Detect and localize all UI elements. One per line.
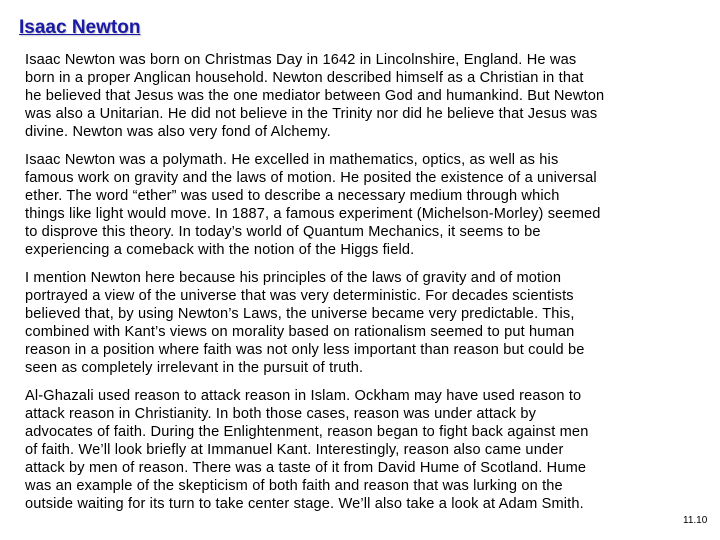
text-line: was also a Unitarian. He did not believe in the Trinity nor did he believe that Jesus was [25, 106, 598, 122]
paragraph-newton-biography [25, 51, 693, 141]
text-line: outside waiting for its turn to take center stage. We’ll also take a look at Adam Smith. [25, 496, 584, 512]
text-line: attack by men of reason. There was a taste of it from David Hume of Scotland. Hume [25, 460, 587, 476]
text-line: believed that, by using Newton’s Laws, the universe became very predictable. This, [25, 306, 575, 322]
text-line: Isaac Newton was a polymath. He excelled in mathematics, optics, as well as his [25, 152, 559, 168]
paragraph-newton-polymath [25, 151, 693, 259]
paragraph-determinism [25, 269, 693, 377]
text-line: I mention Newton here because his principles of the laws of gravity and of motion [25, 270, 562, 286]
text-line: born in a proper Anglican household. Newton described himself as a Christian in that [25, 70, 584, 86]
text-line: ether. The word “ether” was used to describe a necessary medium through which [25, 188, 560, 204]
text-line: advocates of faith. During the Enlightenment, reason began to fight back against men [25, 424, 589, 440]
paragraph-reason-and-faith [25, 387, 693, 513]
slide-number: 11.10 [683, 515, 708, 526]
text-line: attack reason in Christianity. In both those cases, reason was under attack by [25, 406, 537, 422]
text-line: portrayed a view of the universe that was very deterministic. For decades scientists [25, 288, 574, 304]
text-line: seen as completely irrelevant in the pursuit of truth. [25, 360, 364, 376]
text-line: he believed that Jesus was the one mediator between God and humankind. But Newton [25, 88, 605, 104]
text-line: experiencing a comeback with the notion of the Higgs field. [25, 242, 415, 258]
slide-title: Isaac Newton [19, 17, 141, 38]
text-line: of faith. We’ll look briefly at Immanuel Kant. Interestingly, reason also came under [25, 442, 564, 458]
text-line: divine. Newton was also very fond of Alchemy. [25, 124, 331, 140]
text-line: combined with Kant’s views on morality based on rationalism seemed to put human [25, 324, 575, 340]
text-line: Al-Ghazali used reason to attack reason in Islam. Ockham may have used reason to [25, 388, 582, 404]
text-line: famous work on gravity and the laws of motion. He posited the existence of a universal [25, 170, 597, 186]
text-line: reason in a position where faith was not only less important than reason but could be [25, 342, 585, 358]
slide-body [25, 51, 693, 523]
text-line: to disprove this theory. In today’s world of Quantum Mechanics, it seems to be [25, 224, 541, 240]
text-line: was an example of the skepticism of both faith and reason that was lurking on the [25, 478, 563, 494]
text-line: things like light would move. In 1887, a famous experiment (Michelson-Morley) seemed [25, 206, 601, 222]
text-line: Isaac Newton was born on Christmas Day in 1642 in Lincolnshire, England. He was [25, 52, 577, 68]
